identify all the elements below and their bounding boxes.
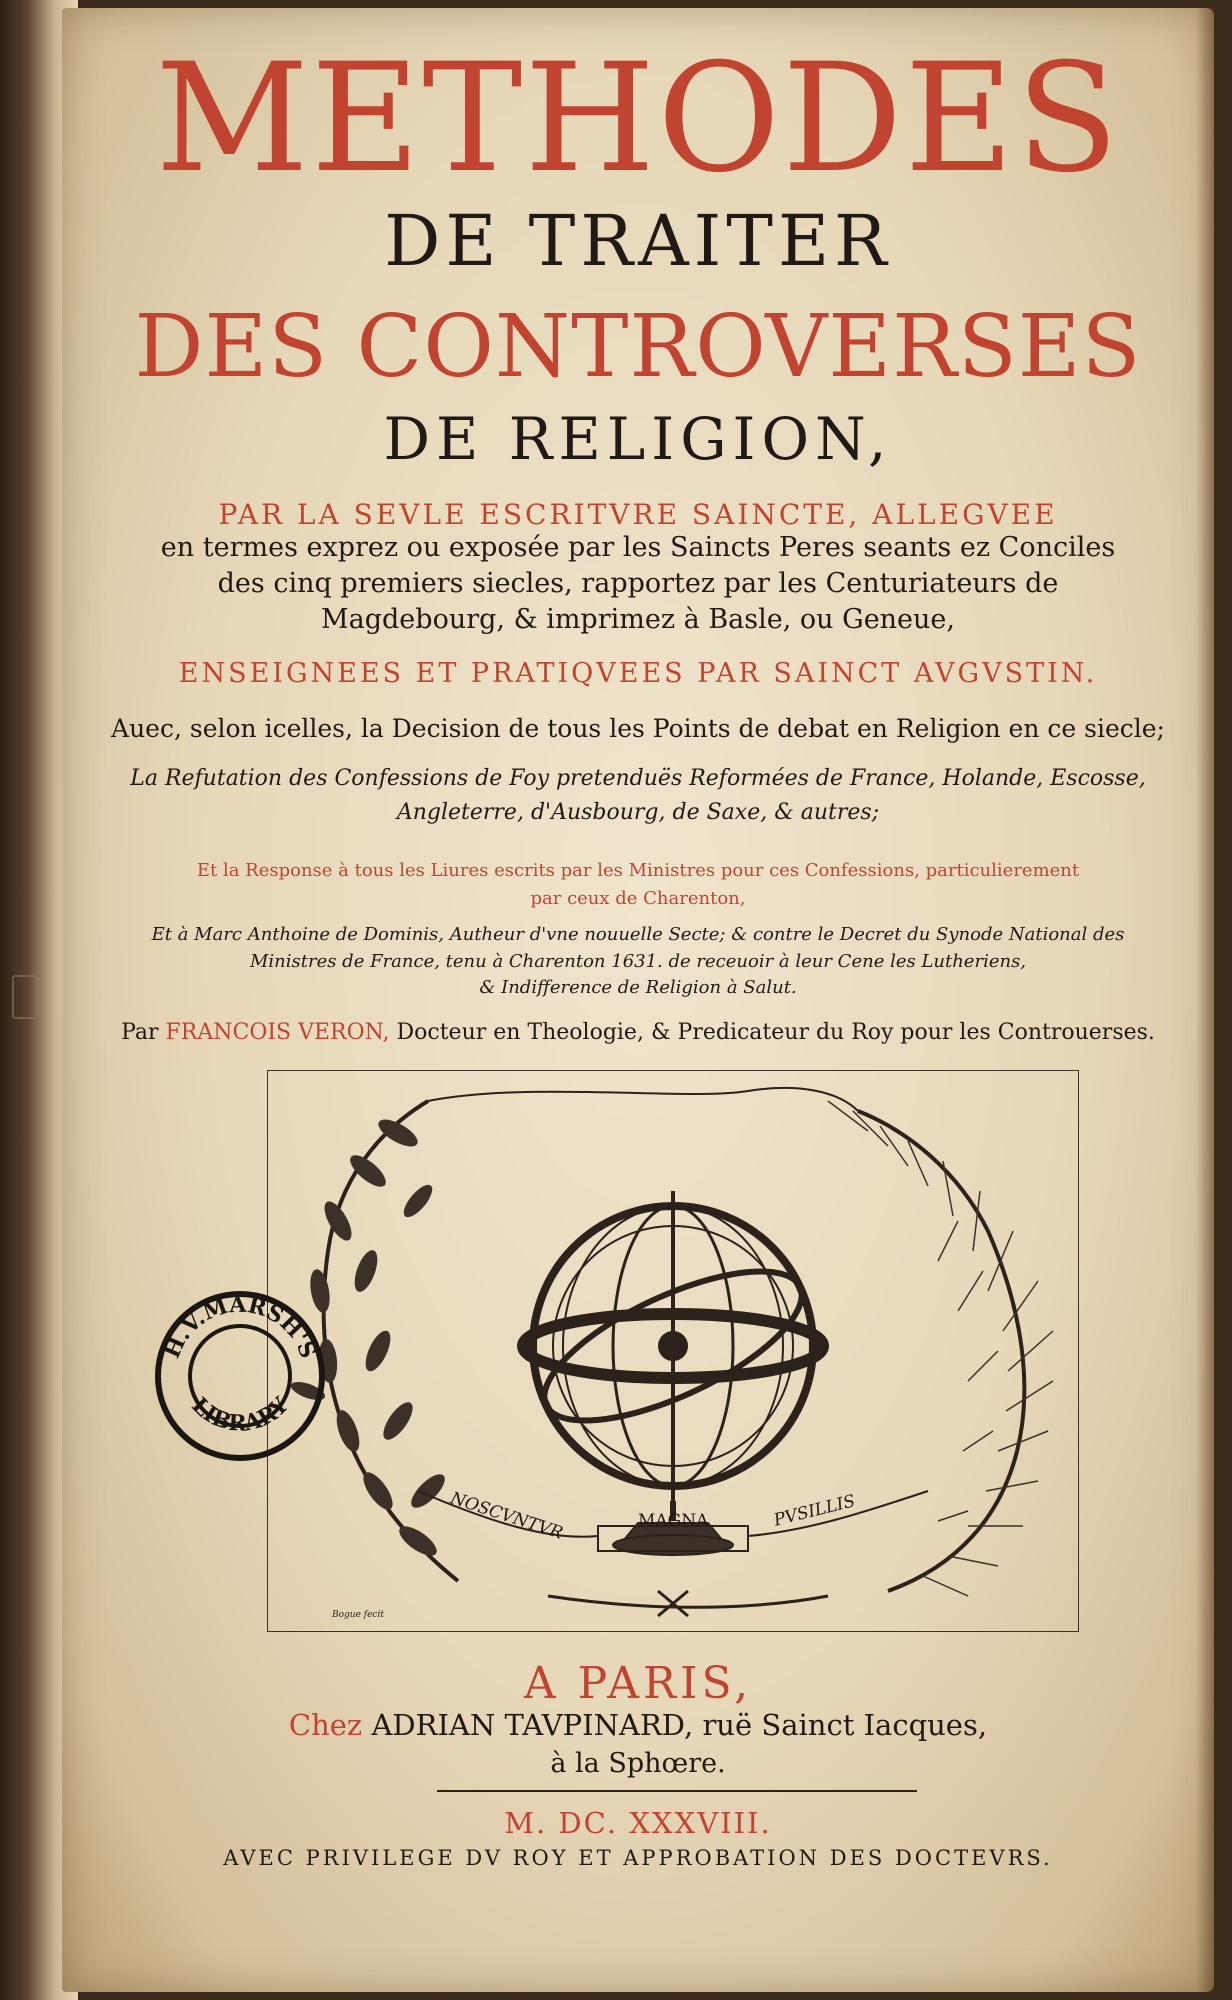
subtitle-decision: Auec, selon icelles, la Decision de tous les Points de debat en Religion en ce siecle; [111, 714, 1165, 743]
subtitle-magdebourg: Magdebourg, & imprimez à Basle, ou Geneue, [321, 604, 955, 635]
imprint-rule [437, 1790, 917, 1792]
imprint-privilege: AVEC PRIVILEGE DV ROY ET APPROBATION DES DOCTEVRS. [223, 1846, 1053, 1870]
subtitle-escritvre: PAR LA SEVLE ESCRITVRE SAINCTE, ALLEGVEE [218, 498, 1058, 531]
svg-text:H.V.MARSH'S: H.V.MARSH'S [158, 1291, 322, 1363]
motto-right: PVSILLIS [771, 1491, 858, 1531]
svg-text:LIBRARY: LIBRARY [186, 1392, 294, 1437]
subtitle-charenton: par ceux de Charenton, [530, 888, 746, 909]
subtitle-indifference: & Indifference de Religion à Salut. [479, 977, 797, 998]
subtitle-synode: Ministres de France, tenu à Charenton 1631. de receuoir à leur Cene les Lutheriens, [249, 951, 1027, 972]
imprint-printer-line [62, 1708, 1214, 1742]
imprint-sign: à la Sphœre. [550, 1748, 726, 1779]
author-title: Docteur en Theologie, & Predicateur du Roy pour les Controuerses. [396, 1020, 1155, 1045]
subtitle-augustin: ENSEIGNEES ET PRATIQVEES PAR SAINCT AVGVSTIN. [178, 658, 1098, 689]
author-name: FRANCOIS VERON, [165, 1020, 390, 1045]
imprint-city: A PARIS, [523, 1658, 753, 1709]
armillary-sphere-engraving [267, 1070, 1079, 1632]
title-line-religion: DE RELIGION, [383, 405, 893, 473]
gutter-bookmark-mark [12, 975, 38, 1019]
motto-center: MAGNA [638, 1511, 709, 1531]
title-line-controverses: DES CONTROVERSES [134, 297, 1142, 397]
motto-left: NOSCVNTVR [447, 1488, 566, 1544]
title-line-de-traiter: DE TRAITER [384, 200, 892, 282]
engraving-illustration [268, 1071, 1078, 1631]
subtitle-angleterre: Angleterre, d'Ausbourg, de Saxe, & autres; [396, 800, 880, 825]
author-prefix: Par [121, 1020, 159, 1045]
title-main: METHODES [155, 32, 1121, 206]
imprint-year: M. DC. XXXVIII. [504, 1806, 772, 1840]
imprint-printer: ADRIAN TAVPINARD, [371, 1708, 694, 1742]
imprint-street: ruë Sainct Iacques, [702, 1708, 988, 1742]
subtitle-siecles: des cinq premiers siecles, rapportez par les Centuriateurs de [217, 568, 1059, 599]
subtitle-dominis: Et à Marc Anthoine de Dominis, Autheur d'vne nouuelle Secte; & contre le Decret du Synode National des [151, 924, 1125, 945]
engraver-signature: Bogue fecit [332, 1610, 384, 1620]
subtitle-response: Et la Response à tous les Liures escrits par les Ministres pour ces Confessions, particulierement [196, 860, 1080, 881]
subtitle-termes: en termes exprez ou exposée par les Saincts Peres seants ez Conciles [160, 532, 1116, 563]
imprint-chez: Chez [288, 1708, 363, 1742]
library-stamp [150, 1286, 330, 1466]
subtitle-refutation: La Refutation des Confessions de Foy pretenduës Reformées de France, Holande, Escosse, [130, 766, 1146, 791]
author-line [62, 1020, 1214, 1045]
title-page [62, 8, 1214, 1992]
